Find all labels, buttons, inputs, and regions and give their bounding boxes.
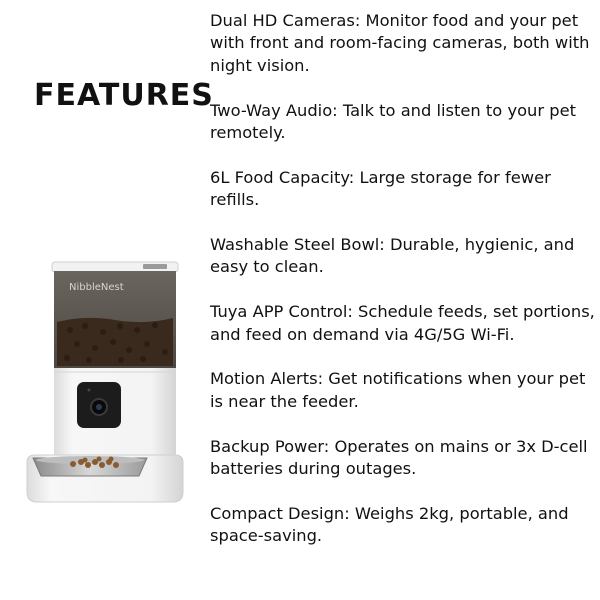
- feature-text: Motion Alerts: Get notifications when your pet is near the feeder.: [210, 369, 586, 411]
- feature-text: Tuya APP Control: Schedule feeds, set portions, and feed on demand via 4G/5G Wi-Fi.: [210, 302, 595, 344]
- feature-item: [210, 167, 595, 212]
- feature-text: Washable Steel Bowl: Durable, hygienic, and easy to clean.: [210, 235, 575, 277]
- feature-text: Two-Way Audio: Talk to and listen to your pet remotely.: [210, 100, 576, 143]
- feature-item: [210, 301, 595, 346]
- brand-logo: NibbleNest: [69, 282, 124, 293]
- feature-item: [210, 234, 595, 279]
- feature-item: [210, 100, 595, 145]
- pet-feeder-image: [25, 260, 185, 510]
- features-list: [210, 10, 595, 570]
- feature-text: Backup Power: Operates on mains or 3x D-cell batteries during outages.: [210, 436, 588, 479]
- feature-text: Compact Design: Weighs 2kg, portable, and space-saving.: [210, 503, 569, 546]
- feature-text: 6L Food Capacity: Large storage for fewer refills.: [210, 167, 551, 210]
- feature-item: [210, 368, 595, 413]
- feature-item: [210, 436, 595, 481]
- feature-item: [210, 10, 595, 77]
- feature-text: Dual HD Cameras: Monitor food and your pet with front and room-facing cameras, both with night vision.: [210, 11, 590, 75]
- features-heading: FEATURES: [34, 78, 214, 113]
- feature-item: [210, 503, 595, 548]
